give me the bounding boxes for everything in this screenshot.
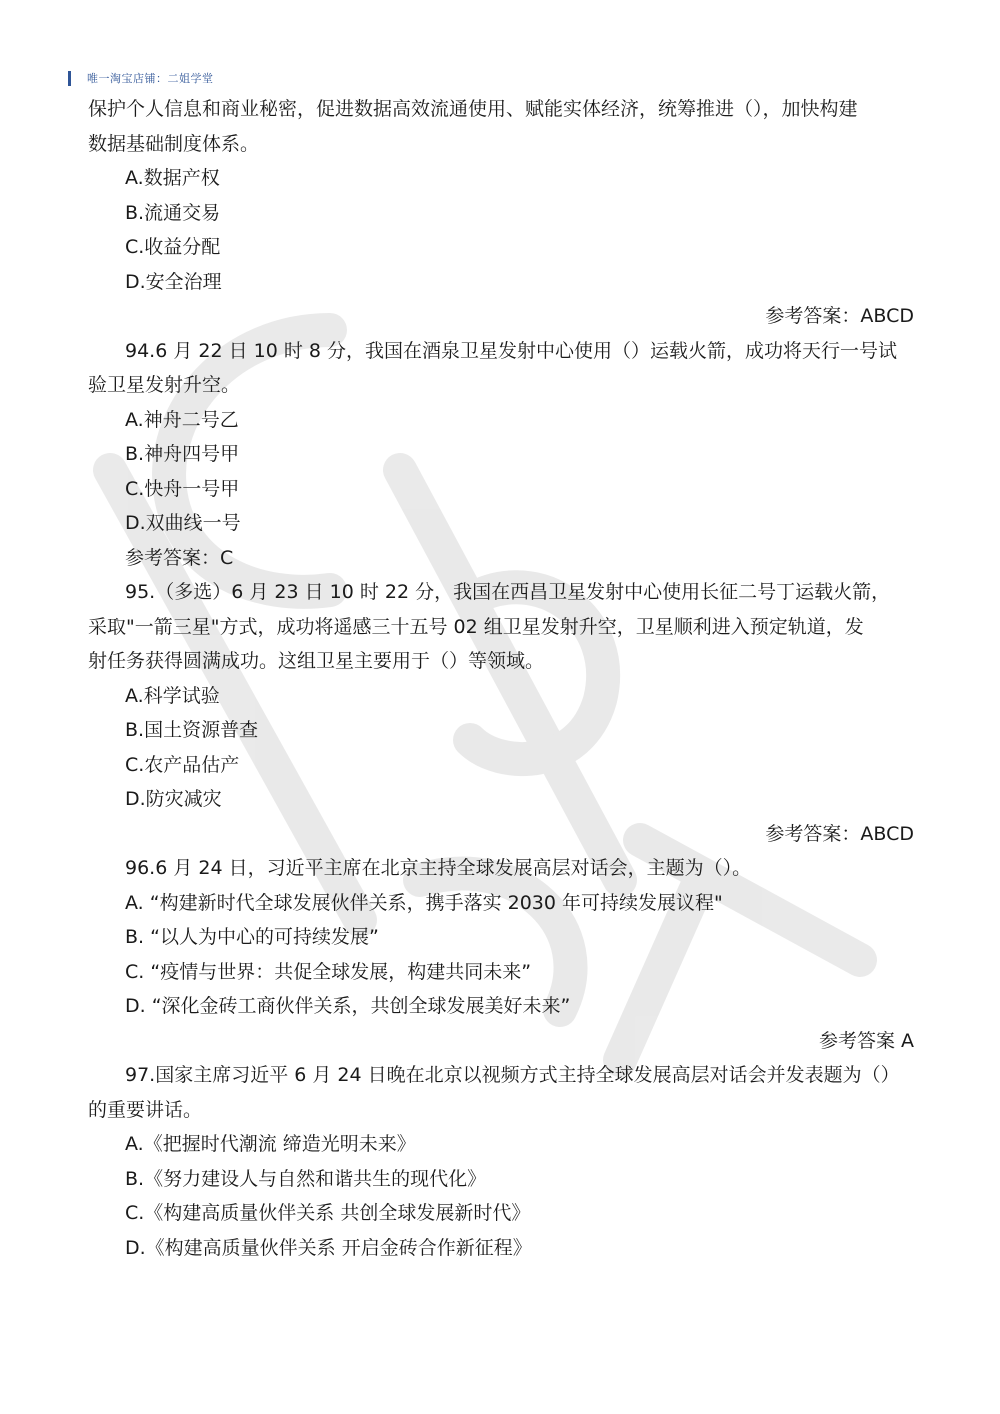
option-line: B.《努力建设人与自然和谐共生的现代化》 <box>125 1167 487 1190</box>
answer-line: 参考答案：ABCD <box>765 822 914 845</box>
text-line: 保护个人信息和商业秘密，促进数据高效流通使用、赋能实体经济，统筹推进（），加快构建 <box>88 98 858 120</box>
option-line: A.数据产权 <box>125 167 220 189</box>
text-line: 数据基础制度体系。 <box>88 132 260 155</box>
text-line: 采取"一箭三星"方式，成功将遥感三十五号 02 组卫星发射升空，卫星顺利进入预定轨道，发 <box>88 615 864 638</box>
option-line: D.《构建高质量伙伴关系 开启金砖合作新征程》 <box>125 1236 532 1259</box>
option-line: A.科学试验 <box>125 684 220 707</box>
option-line: B.神舟四号甲 <box>125 443 240 465</box>
text-line: 射任务获得圆满成功。这组卫星主要用于（）等领域。 <box>88 650 545 672</box>
option-line: C.《构建高质量伙伴关系 共创全球发展新时代》 <box>125 1202 531 1224</box>
document-body <box>88 92 914 1265</box>
question-line: 96.6 月 24 日，习近平主席在北京主持全球发展高层对话会，主题为（）。 <box>125 857 752 879</box>
option-line: B.流通交易 <box>125 201 221 224</box>
option-line: B.国土资源普查 <box>125 719 259 741</box>
answer-line: 参考答案：ABCD <box>765 305 914 327</box>
question-line: 95.（多选）6 月 23 日 10 时 22 分，我国在西昌卫星发射中心使用长征二号丁运载火箭， <box>125 581 891 603</box>
option-line: D.防灾减灾 <box>125 788 222 810</box>
option-line: D.安全治理 <box>125 270 222 293</box>
question-line: 94.6 月 22 日 10 时 8 分，我国在酒泉卫星发射中心使用（）运载火箭，成功将天行一号试 <box>125 339 898 362</box>
page-header <box>68 70 214 86</box>
answer-line: 参考答案 A <box>818 1029 914 1052</box>
header-text: 唯一淘宝店铺：二姐学堂 <box>87 72 214 85</box>
answer-line: 参考答案：C <box>125 546 234 569</box>
option-line: A.《把握时代潮流 缔造光明未来》 <box>125 1133 416 1155</box>
text-line: 验卫星发射升空。 <box>88 374 241 396</box>
option-line: C.农产品估产 <box>125 753 240 776</box>
question-line: 97.国家主席习近平 6 月 24 日晚在北京以视频方式主持全球发展高层对话会并发表题为（） <box>125 1064 900 1086</box>
option-line: A. “构建新时代全球发展伙伴关系，携手落实 2030 年可持续发展议程" <box>125 891 723 914</box>
option-line: C.快舟一号甲 <box>125 477 240 500</box>
option-line: B. “以人为中心的可持续发展” <box>125 926 379 948</box>
option-line: A.神舟二号乙 <box>125 408 239 431</box>
text-line: 的重要讲话。 <box>88 1098 203 1121</box>
option-line: C.收益分配 <box>125 236 221 258</box>
header-accent-bar <box>68 71 71 86</box>
option-line: D.双曲线一号 <box>125 512 241 534</box>
option-line: C. “疫情与世界：共促全球发展，构建共同未来” <box>125 960 532 983</box>
option-line: D. “深化金砖工商伙伴关系，共创全球发展美好未来” <box>125 995 571 1017</box>
